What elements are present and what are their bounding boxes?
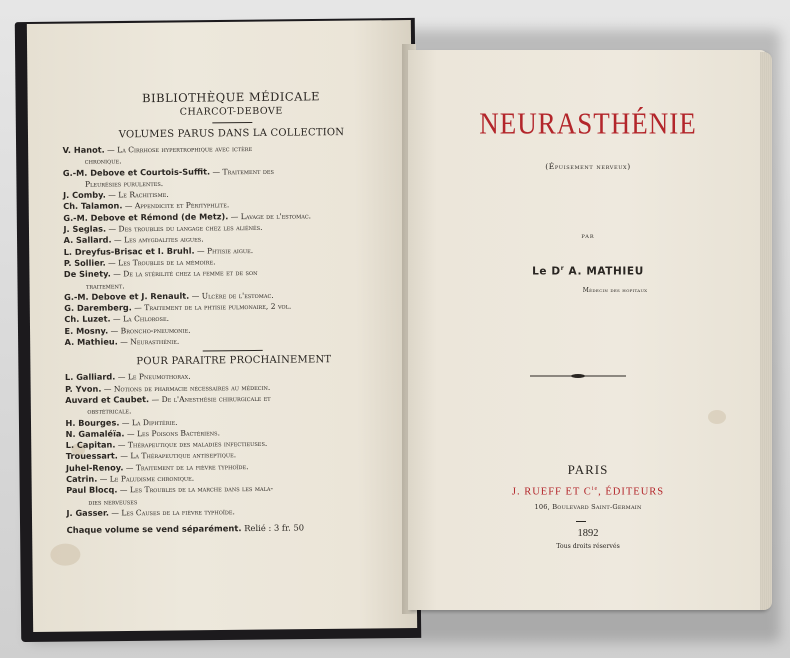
divider xyxy=(203,350,263,352)
volume-author: J. Comby. xyxy=(63,189,106,201)
volume-author: Auvard et Caubet. xyxy=(65,394,150,405)
volume-author: L. Dreyfus-Brisac et I. Bruhl. xyxy=(63,245,195,257)
volume-title: chronique. xyxy=(84,156,122,167)
volume-author: Juhel-Renoy. xyxy=(65,462,124,473)
forthcoming-volumes xyxy=(65,369,397,519)
volume-author: G. Daremberg. xyxy=(64,302,132,314)
ornament-rule xyxy=(530,373,626,379)
volume-title: — Phtisie aigue. xyxy=(194,245,254,256)
publisher-suffix: , ÉDITEURS xyxy=(598,486,665,498)
volume-author: Ch. Luzet. xyxy=(64,313,111,325)
section-published-title: VOLUMES PARUS DANS LA COLLECTION xyxy=(118,127,345,141)
volume-title: — Thérapeutique des maladies infectieuses. xyxy=(115,438,268,450)
author-prefix: Le D xyxy=(532,265,561,278)
volume-title: — Ulcère de l'estomac. xyxy=(189,290,274,301)
foxing-stain xyxy=(50,543,80,565)
volume-title: — La Cirrhose hypertrophique avec ictère xyxy=(104,144,253,155)
volume-author: P. Sollier. xyxy=(63,257,106,268)
volume-author: L. Capitan. xyxy=(65,439,116,451)
author-line xyxy=(418,265,758,278)
volume-author: De Sinety. xyxy=(63,268,111,280)
author-sup: r xyxy=(560,265,565,272)
author-description: Médecin des hopitaux xyxy=(582,287,648,294)
volume-title: — Le Rachitisme. xyxy=(105,190,169,200)
volume-author: N. Gamaléïa. xyxy=(65,428,125,439)
volume-entry xyxy=(65,334,395,349)
volume-title: — Les amygdalites aigues. xyxy=(111,234,204,245)
volume-author: Ch. Talamon. xyxy=(63,200,123,212)
volume-title: — Les Troubles de la mémoire. xyxy=(105,257,216,268)
volume-title: — Traitement de la phtisie pulmonaire, 2 vol. xyxy=(131,301,292,313)
volume-entry xyxy=(66,504,396,519)
volume-title: — Neurasthénie. xyxy=(117,336,180,347)
volume-title: — Les Causes de la fièvre typhoïde. xyxy=(108,507,235,518)
publisher-name: J. RUEFF ET C xyxy=(511,486,592,498)
book-subtitle: (Épuisement nerveux) xyxy=(545,162,631,171)
volume-title: — Des troubles du langage chez les aliénés. xyxy=(106,222,263,234)
volume-title: dies nerveuses xyxy=(88,496,138,507)
publisher xyxy=(418,486,758,498)
volume-title: — De l'Anesthésie chirurgicale et xyxy=(149,393,271,405)
volume-author: A. Mathieu. xyxy=(64,336,118,348)
published-volumes xyxy=(63,142,395,349)
volume-author: J. Seglas. xyxy=(63,223,107,235)
library-editors: CHARCOT-DEBOVE xyxy=(179,105,283,118)
volume-title: traitement. xyxy=(85,280,125,291)
price-note-text: Chaque volume se vend séparément. xyxy=(66,523,242,536)
page-edges xyxy=(760,52,772,610)
volume-author: G.-M. Debove et Rémond (de Metz). xyxy=(63,211,229,223)
by-label: par xyxy=(581,232,595,240)
volume-title: — Les Troubles de la marche dans les mala- xyxy=(117,484,274,495)
volume-author: J. Gasser. xyxy=(66,507,109,518)
publication-city: PARIS xyxy=(567,462,609,477)
volume-title: — Traitement de la fièvre typhoïde. xyxy=(123,461,249,473)
volume-title: — Le Paludisme chronique. xyxy=(97,473,195,484)
volume-title: — Notions de pharmacie nécessaires au médecin. xyxy=(101,382,271,394)
volume-title: — De la stérilité chez la femme et de son xyxy=(110,268,258,279)
volume-title: — Traitement des xyxy=(210,166,274,177)
volume-author: H. Bourges. xyxy=(65,416,120,428)
volume-author: A. Sallard. xyxy=(63,234,112,246)
volume-title: — Appendicite et Pérityphlite. xyxy=(122,200,230,211)
volume-title: — Broncho-pneumonie. xyxy=(108,325,191,336)
section-forthcoming-title: POUR PARAITRE PROCHAINEMENT xyxy=(136,354,332,368)
volume-title: — Les Poisons Bactériens. xyxy=(124,428,221,439)
book-title: NEURASTHÉNIE xyxy=(479,105,697,141)
volume-author: P. Yvon. xyxy=(65,383,102,394)
author-name: A. MATHIEU xyxy=(564,265,644,278)
volume-title: — Lavage de l'estomac. xyxy=(228,211,312,222)
volume-title: — La Thérapeutique antiseptique. xyxy=(117,450,237,461)
foxing-stain xyxy=(708,410,726,424)
publisher-address: 106, Boulevard Saint-Germain xyxy=(534,503,642,511)
price-value: Relié : 3 fr. 50 xyxy=(241,522,305,534)
volume-title: — Le Pneumothorax. xyxy=(115,372,191,382)
publisher-sup: ie xyxy=(591,486,599,492)
volume-title: Pleurésies purulentes. xyxy=(84,178,164,189)
volume-author: G.-M. Debove et Courtois-Suffit. xyxy=(62,166,211,178)
library-title: BIBLIOTHÈQUE MÉDICALE xyxy=(142,89,321,106)
volume-author: Trouessart. xyxy=(65,450,118,462)
volume-author: Catrin. xyxy=(66,473,98,484)
volume-author: E. Mosny. xyxy=(64,325,109,336)
volume-title: — La Chlorose. xyxy=(110,314,170,324)
divider xyxy=(576,521,586,522)
rights-notice: Tous droits réservés xyxy=(556,543,620,550)
collection-list xyxy=(62,89,397,536)
volume-author: G.-M. Debove et J. Renault. xyxy=(64,290,190,302)
volume-author: Paul Blocq. xyxy=(66,484,118,496)
volume-author: V. Hanot. xyxy=(62,144,105,155)
divider xyxy=(212,122,252,123)
volume-title: — La Diphtérie. xyxy=(119,417,178,427)
publication-year: 1892 xyxy=(577,528,599,539)
volume-title: obstétricale. xyxy=(87,406,132,416)
volume-author: L. Galliard. xyxy=(64,371,116,383)
